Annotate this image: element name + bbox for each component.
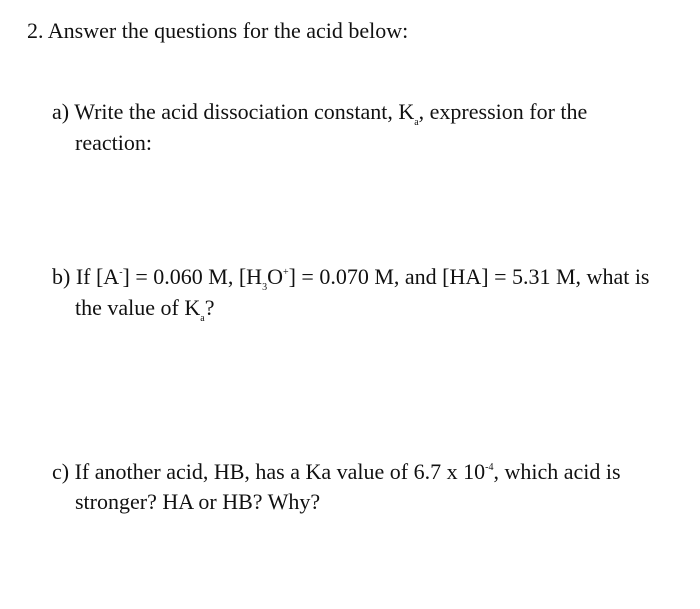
part-c-line-2 xyxy=(75,489,320,515)
part-b-text-1: b) If [A xyxy=(52,264,120,289)
anion-charge-superscript: - xyxy=(119,267,123,278)
part-a-text-line2: reaction: xyxy=(75,130,152,155)
part-b-line-1 xyxy=(52,264,650,293)
part-c-text-pre: c) If another acid, HB, has a Ka value of 6.7 x 10 xyxy=(52,459,486,484)
part-b-text-2: ] = 0.060 M, [H xyxy=(122,264,263,289)
part-b-text-line2-pre: the value of K xyxy=(75,295,201,320)
part-a-text-pre: a) Write the acid dissociation constant, K xyxy=(52,99,415,124)
part-a-line-2 xyxy=(75,130,152,156)
ka-subscript: a xyxy=(200,313,205,324)
part-a-text-post: , expression for the xyxy=(418,99,588,124)
part-b-text-4: ] = 0.070 M, and [HA] = 5.31 M, what is xyxy=(288,264,650,289)
hydronium-subscript: 3 xyxy=(262,282,268,293)
part-b-line-2 xyxy=(75,295,215,324)
question-title xyxy=(27,18,408,44)
hydronium-charge-superscript: + xyxy=(282,267,289,278)
question-title-text: 2. Answer the questions for the acid below: xyxy=(27,18,409,43)
exponent-superscript: -4 xyxy=(485,462,494,473)
part-b-text-line2-post: ? xyxy=(204,295,215,320)
part-c-line-1 xyxy=(52,459,621,485)
part-c-text-line2: stronger? HA or HB? Why? xyxy=(75,489,321,514)
part-a-line-1 xyxy=(52,99,588,128)
ka-subscript: a xyxy=(414,117,419,128)
part-c-text-post: , which acid is xyxy=(493,459,621,484)
part-b-text-3: O xyxy=(267,264,283,289)
